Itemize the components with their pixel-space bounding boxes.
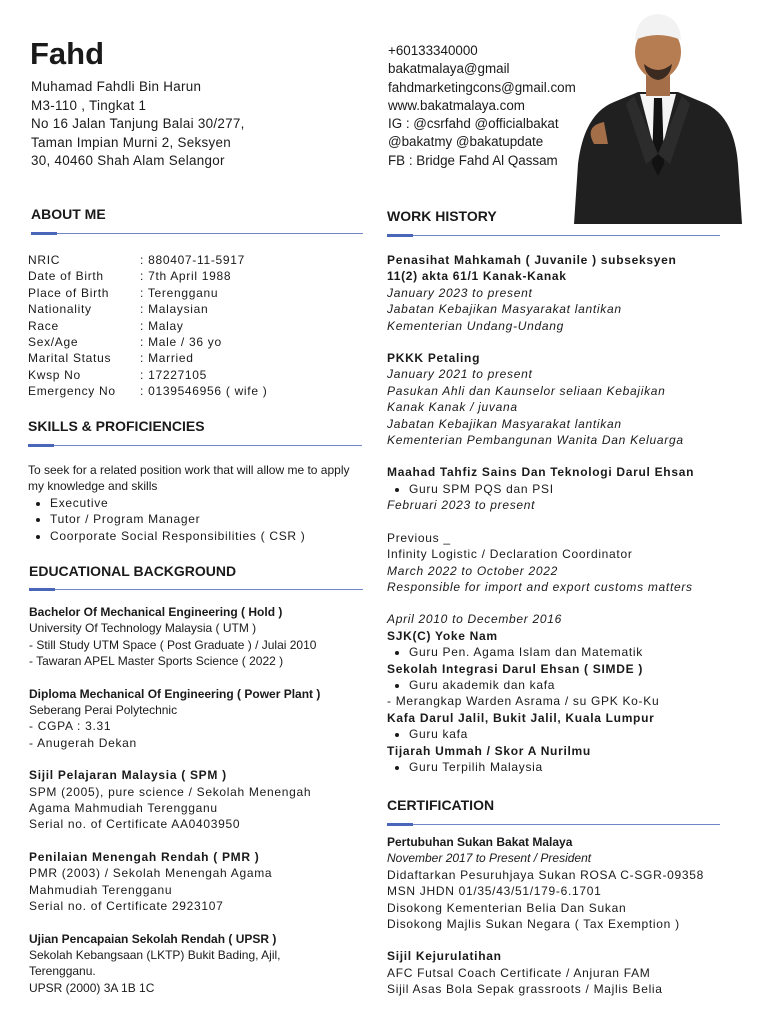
instagram: @bakatmy @bakatupdate [388, 134, 544, 150]
about-row [28, 268, 348, 284]
about-row [28, 350, 348, 366]
section-divider [387, 824, 720, 825]
skills-intro: To seek for a related position work that will allow me to apply my knowledge and skills [28, 463, 350, 494]
job-title: 11(2) akta 61/1 Kanak-Kanak [387, 269, 567, 284]
full-name: Muhamad Fahdli Bin Harun [31, 79, 202, 94]
education-block [29, 604, 369, 996]
education-line: Mahmudiah Terengganu [29, 882, 173, 897]
skills-list [28, 495, 364, 544]
about-key: Marital Status [28, 351, 112, 366]
about-key: NRIC [28, 253, 61, 267]
address-line: M3-110 , Tingkat 1 [31, 97, 147, 113]
job-list [387, 726, 737, 742]
about-row [28, 285, 348, 301]
email: fahdmarketingcons@gmail.com [388, 79, 576, 95]
about-key: Nationality [28, 302, 92, 317]
job-title: Sekolah Integrasi Darul Ehsan ( SIMDE ) [387, 661, 644, 676]
education-heading: Sijil Pelajaran Malaysia ( SPM ) [29, 768, 227, 783]
job-item: • Guru akademik dan kafa [409, 677, 737, 693]
education-line: SPM (2005), pure science / Sekolah Menengah [29, 784, 312, 799]
job-item: • Guru Terpilih Malaysia [409, 759, 737, 775]
job-date: January 2021 to present [387, 367, 533, 382]
contact-block [388, 42, 576, 170]
section-divider [28, 445, 362, 446]
cert-date: November 2017 to Present / President [387, 851, 592, 866]
job-detail: Pasukan Ahli dan Kaunselor seliaan Kebajikan [387, 383, 666, 398]
job-detail: Kementerian Pembangunan Wanita Dan Keluarga [387, 433, 684, 448]
job-detail: Kanak Kanak / juvana [387, 400, 518, 415]
about-value: : Married [140, 351, 194, 366]
skills-block [28, 462, 364, 544]
job-detail: Jabatan Kebajikan Masyarakat lantikan [387, 302, 622, 317]
cert-line: MSN JHDN 01/35/43/51/179-6.1701 [387, 884, 602, 899]
about-value: : Terengganu [140, 285, 219, 300]
website: www.bakatmalaya.com [388, 97, 525, 113]
about-value: : Male / 36 yo [140, 335, 222, 350]
education-line: UPSR (2000) 3A 1B 1C [29, 980, 155, 995]
job-title: Infinity Logistic / Declaration Coordinator [387, 547, 633, 562]
education-line: Serial no. of Certificate AA0403950 [29, 817, 241, 832]
education-line: - Anugerah Dekan [29, 735, 137, 750]
candidate-name: Fahd [30, 36, 105, 71]
job-list [387, 677, 737, 693]
education-line: - CGPA : 3.31 [29, 719, 112, 734]
about-row [28, 334, 348, 350]
about-key: Place of Birth [28, 285, 110, 300]
education-heading: Ujian Pencapaian Sekolah Rendah ( UPSR ) [29, 931, 277, 946]
job-item: • Guru Pen. Agama Islam dan Matematik [409, 644, 737, 660]
about-value: : 880407-11-5917 [140, 253, 246, 267]
about-key: Kwsp No [28, 367, 81, 382]
education-heading: Penilaian Menengah Rendah ( PMR ) [29, 849, 260, 864]
about-key: Race [28, 318, 59, 333]
section-divider [29, 589, 363, 590]
job-detail: Kementerian Undang-Undang [387, 318, 564, 333]
education-line: Agama Mahmudiah Terengganu [29, 801, 218, 816]
education-line: PMR (2003) / Sekolah Menengah Agama [29, 866, 273, 881]
job-title: Penasihat Mahkamah ( Juvanile ) subseksyen [387, 253, 677, 267]
education-line: - Still Study UTM Space ( Post Graduate ) / Julai 2010 [29, 637, 317, 652]
job-list [387, 481, 737, 497]
address-line: No 16 Jalan Tanjung Balai 30/277, [31, 116, 245, 132]
job-date: March 2022 to October 2022 [387, 563, 558, 578]
cert-heading: Pertubuhan Sukan Bakat Malaya [387, 835, 573, 849]
education-line: Terengganu. [29, 964, 96, 979]
about-value: : 17227105 [140, 367, 208, 382]
education-line: Seberang Perai Polytechnic [29, 703, 178, 718]
job-date: Februari 2023 to present [387, 498, 536, 513]
about-row [28, 383, 348, 399]
education-heading: Bachelor Of Mechanical Engineering ( Hold ) [29, 605, 283, 619]
cert-line: Disokong Kementerian Belia Dan Sukan [387, 900, 627, 915]
cert-line: Didaftarkan Pesuruhjaya Sukan ROSA C-SGR-09358 [387, 867, 705, 882]
profile-photo [574, 14, 742, 224]
about-row [28, 301, 348, 317]
education-line: - Tawaran APEL Master Sports Science ( 2022 ) [29, 654, 284, 669]
job-detail: - Merangkap Warden Asrama / su GPK Ko-Ku [387, 694, 660, 709]
job-item: • Guru kafa [409, 726, 737, 742]
about-key: Date of Birth [28, 269, 104, 284]
phone-number: +60133340000 [388, 43, 478, 58]
about-value: : Malaysian [140, 302, 209, 317]
job-title: PKKK Petaling [387, 351, 481, 366]
skill-item: • Tutor / Program Manager [50, 511, 364, 527]
about-key: Sex/Age [28, 335, 79, 350]
previous-label: Previous _ [387, 530, 451, 545]
facebook: FB : Bridge Fahd Al Qassam [388, 152, 558, 168]
about-value: : Malay [140, 318, 184, 333]
skill-item: • Executive [50, 495, 364, 511]
education-heading: Diploma Mechanical Of Engineering ( Power Plant ) [29, 686, 321, 701]
cert-line: Disokong Majlis Sukan Negara ( Tax Exemption ) [387, 917, 680, 932]
job-detail: Responsible for import and export customs matters [387, 579, 693, 594]
address-line: Taman Impian Murni 2, Seksyen [31, 134, 231, 150]
cert-line: AFC Futsal Coach Certificate / Anjuran FAM [387, 965, 651, 980]
certification-title: CERTIFICATION [387, 797, 495, 813]
skill-item: • Coorporate Social Responsibilities ( CSR ) [50, 528, 364, 544]
about-row [28, 367, 348, 383]
cert-line: Sijil Asas Bola Sepak grassroots / Majlis Belia [387, 982, 663, 997]
section-divider [31, 233, 363, 234]
job-title: SJK(C) Yoke Nam [387, 628, 498, 643]
job-title: Tijarah Ummah / Skor A Nurilmu [387, 743, 591, 758]
job-title: Maahad Tahfiz Sains Dan Teknologi Darul Ehsan [387, 465, 695, 480]
job-date: January 2023 to present [387, 285, 533, 300]
job-title: Kafa Darul Jalil, Bukit Jalil, Kuala Lumpur [387, 710, 655, 725]
skills-title: SKILLS & PROFICIENCIES [28, 418, 205, 434]
about-row [28, 318, 348, 334]
about-title: ABOUT ME [31, 206, 106, 222]
certification-block [387, 834, 737, 998]
education-title: EDUCATIONAL BACKGROUND [29, 563, 237, 579]
about-value: : 7th April 1988 [140, 269, 232, 284]
education-line: University Of Technology Malaysia ( UTM ) [29, 621, 257, 636]
education-line: Serial no. of Certificate 2923107 [29, 899, 224, 914]
about-row [28, 252, 348, 268]
job-detail: Jabatan Kebajikan Masyarakat lantikan [387, 416, 622, 431]
about-key: Emergency No [28, 384, 116, 399]
about-value: : 0139546956 ( wife ) [140, 384, 268, 399]
instagram: IG : @csrfahd @officialbakat [388, 116, 559, 132]
section-divider [387, 235, 720, 236]
address-block [31, 78, 245, 171]
email: bakatmalaya@gmail [388, 61, 510, 77]
about-table [28, 252, 348, 400]
work-block [387, 252, 737, 775]
job-date: April 2010 to December 2016 [387, 612, 562, 627]
job-list [387, 759, 737, 775]
education-line: Sekolah Kebangsaan (LKTP) Bukit Bading, Ajil, [29, 947, 281, 962]
address-line: 30, 40460 Shah Alam Selangor [31, 153, 225, 169]
work-title: WORK HISTORY [387, 208, 497, 224]
cert-heading: Sijil Kejurulatihan [387, 949, 502, 964]
job-item: • Guru SPM PQS dan PSI [409, 481, 737, 497]
job-list [387, 644, 737, 660]
